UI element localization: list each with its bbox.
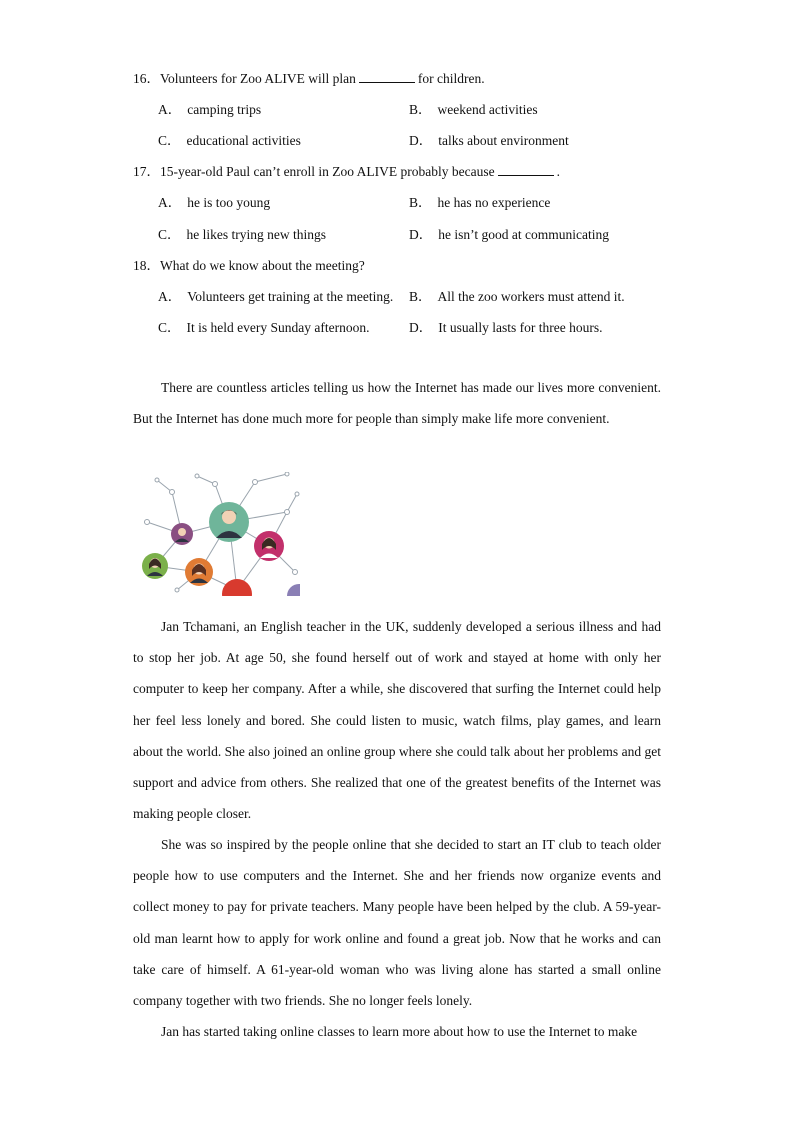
option-text: camping trips: [187, 102, 262, 117]
option-text: Volunteers get training at the meeting.: [187, 289, 394, 304]
option-17-b[interactable]: [409, 191, 550, 211]
passage-paragraph: Jan Tchamani, an English teacher in the UK, suddenly developed a serious illness and had to stop her job. At age 50, she found herself out of work and stayed at home with only her computer to keep her company. After a while, she discovered that surfing the Internet could help her feel less lonely and bored. She could listen to music, watch films, play games, and learn about the world. She also joined an online group where she could talk about her problems and get support and advice from others. She realized that one of the greatest benefits of the Internet was making people closer.: [133, 619, 661, 822]
passage-intro: There are countless articles telling us how the Internet has made our lives more convenient. But the Internet has done much more for people than simply make life more convenient.: [133, 380, 661, 427]
option-letter: A．: [158, 195, 182, 210]
option-text: All the zoo workers must attend it.: [437, 289, 625, 304]
option-letter: C．: [158, 133, 181, 148]
option-17-d[interactable]: [409, 223, 609, 243]
passage-paragraph: She was so inspired by the people online that she decided to start an IT club to teach older people how to use computers and the Internet. She and her friends now organize events and collect money to pay for private teachers. Many people have been helped by the club. A 59-year-old man learnt how to apply for work online and found a great job. Now that he works and can take care of himself. A 61-year-old woman who was living alone has started a small online company together with two friends. She no longer feels lonely.: [133, 837, 661, 1009]
option-18-c[interactable]: [158, 316, 369, 336]
question-17: [133, 160, 560, 180]
option-letter: C．: [158, 320, 181, 335]
option-letter: D．: [409, 320, 433, 335]
option-18-b[interactable]: [409, 285, 625, 305]
option-text: he is too young: [187, 195, 271, 210]
option-letter: B．: [409, 102, 432, 117]
question-number: 17．: [133, 164, 160, 179]
option-letter: D．: [409, 227, 433, 242]
option-17-c[interactable]: [158, 223, 326, 243]
question-stem: What do we know about the meeting?: [160, 258, 365, 273]
option-16-b[interactable]: [409, 98, 538, 118]
option-16-c[interactable]: [158, 129, 301, 149]
option-text: educational activities: [186, 133, 301, 148]
social-network-people-icon: [137, 472, 300, 596]
question-number: 18．: [133, 258, 160, 273]
option-18-a[interactable]: [158, 285, 393, 305]
question-16: [133, 67, 485, 87]
option-letter: C．: [158, 227, 181, 242]
question-stem: 15-year-old Paul can’t enroll in Zoo ALIVE probably because: [160, 164, 495, 179]
option-letter: A．: [158, 102, 182, 117]
option-letter: B．: [409, 289, 432, 304]
option-letter: D．: [409, 133, 433, 148]
option-text: he isn’t good at communicating: [438, 227, 609, 242]
option-letter: A．: [158, 289, 182, 304]
option-text: It is held every Sunday afternoon.: [186, 320, 370, 335]
question-number: 16．: [133, 71, 160, 86]
option-text: It usually lasts for three hours.: [438, 320, 603, 335]
option-letter: B．: [409, 195, 432, 210]
option-text: he has no experience: [437, 195, 551, 210]
question-18: [133, 254, 365, 274]
option-text: weekend activities: [437, 102, 538, 117]
question-stem-end: for children.: [417, 71, 485, 86]
option-text: he likes trying new things: [186, 227, 326, 242]
option-18-d[interactable]: [409, 316, 602, 336]
option-16-d[interactable]: [409, 129, 569, 149]
question-stem-end: .: [556, 164, 561, 179]
answer-blank[interactable]: [498, 164, 554, 176]
passage-paragraph: Jan has started taking online classes to learn more about how to use the Internet to make: [161, 1024, 638, 1039]
answer-blank[interactable]: [359, 71, 415, 83]
option-16-a[interactable]: [158, 98, 261, 118]
option-text: talks about environment: [438, 133, 569, 148]
option-17-a[interactable]: [158, 191, 270, 211]
question-stem: Volunteers for Zoo ALIVE will plan: [160, 71, 356, 86]
